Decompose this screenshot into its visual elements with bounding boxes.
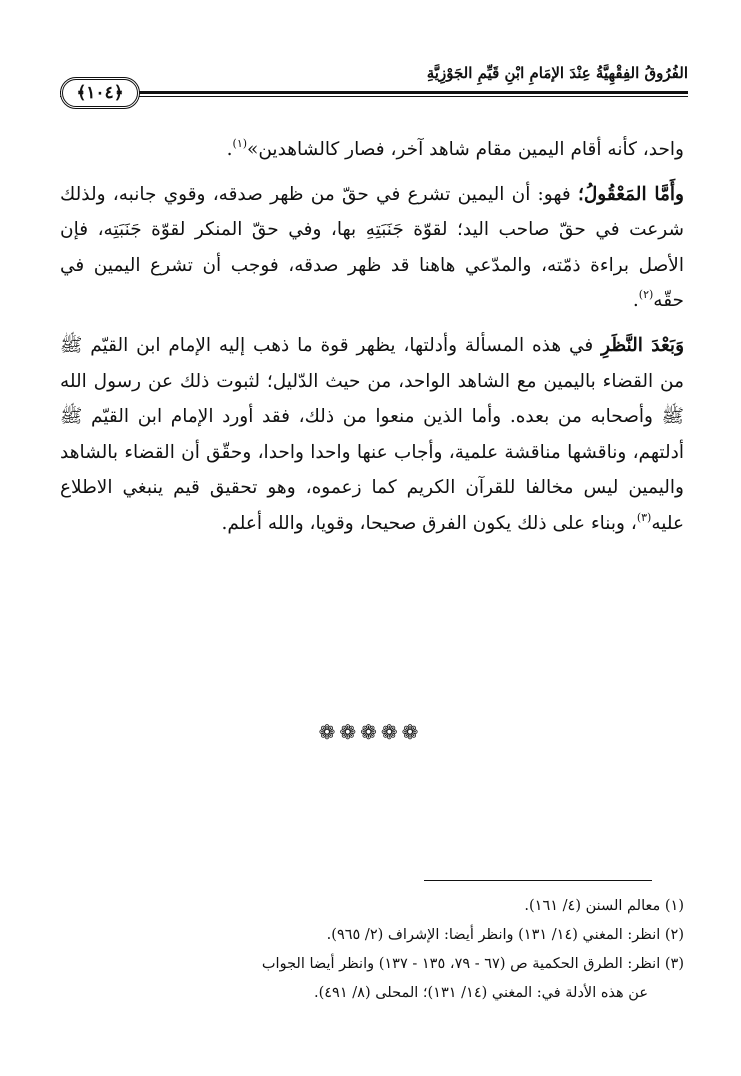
footnote-ref-2: (٢) xyxy=(638,288,654,302)
paragraph-2-end: . xyxy=(632,290,639,312)
footnote-1: (١) معالم السنن (٤/ ١٦١). xyxy=(524,898,684,914)
footnote-separator xyxy=(424,880,652,881)
running-title: الفُرُوقُ الفِقْهِيَّةُ عِنْدَ الإمَامِ ابْنِ قَيِّمِ الجَوْزِيَّةِ xyxy=(426,64,688,82)
footnote-3-continued: عن هذه الأدلة في: المغني (١٤/ ١٣١)؛ المحلى (٨/ ٤٩١). xyxy=(313,985,648,1001)
header-rule-thin xyxy=(60,96,688,97)
footnote-3: (٣) انظر: الطرق الحكمية ص (٦٧ - ٧٩، ١٣٥ - ١٣٧) وانظر أيضا الجواب xyxy=(261,956,684,972)
footnote-ref-3: (٣) xyxy=(636,510,652,524)
page-header xyxy=(60,58,688,110)
page-number: ﴿١٠٤﴾ xyxy=(60,77,140,109)
main-text xyxy=(60,132,684,542)
paragraph-1-text: واحد، كأنه أقام اليمين مقام شاهد آخر، فصار كالشاهدين» xyxy=(247,139,684,160)
paragraph-2 xyxy=(60,177,684,319)
paragraph-3-text: في هذه المسألة وأدلتها، يظهر قوة ما ذهب إليه الإمام ابن القيّم ﷺ من القضاء باليمين مع الشاهد الواحد، من حيث الدّليل؛ لثبوت ذلك عن رسول الله ﷺ وأصحابه من بعده. وأما الذين منعوا من ذلك، فقد أورد الإمام ابن القيّم ﷺ أدلتهم، وناقشها مناقشة علمية، وأجاب عنها واحدا واحدا، وحقّق أن القضاء بالشاهد واليمين ليس مخالفا للقرآن الكريم كما زعموه، وهو تحقيق قيم ينبغي الاطلاع عليه xyxy=(60,334,684,534)
section-ornament: ❁❁❁❁❁ xyxy=(318,720,423,744)
paragraph-1 xyxy=(60,132,684,168)
footnote-ref-1: (١) xyxy=(232,137,248,150)
footnotes xyxy=(60,892,684,1008)
header-rule-thick xyxy=(60,91,688,94)
paragraph-3 xyxy=(60,328,684,542)
paragraph-2-text: فهو: أن اليمين تشرع في حقّ من ظهر صدقه، وقوي جانبه، ولذلك شرعت في حقّ صاحب اليد؛ لقوّة جَنَبَتِهِ بها، وفي حقّ المنكر لقوّة جَنَبَتِه، فإن الأصل براءة ذمّته، والمدّعي هاهنا قد ظهر صدقه، فوجب أن تشرع اليمين في حقّه xyxy=(60,183,684,312)
paragraph-3-end: ، وبناء على ذلك يكون الفرق صحيحا، وقويا، والله أعلم. xyxy=(221,512,637,534)
footnote-2: (٢) انظر: المغني (١٤/ ١٣١) وانظر أيضا: الإشراف (٢/ ٩٦٥). xyxy=(326,927,684,943)
paragraph-3-lead: وَبَعْدَ النَّظَرِ xyxy=(601,334,684,356)
paragraph-2-lead: وأَمَّا المَعْقُولُ؛ xyxy=(577,183,684,205)
paragraph-1-end: . xyxy=(226,139,233,160)
